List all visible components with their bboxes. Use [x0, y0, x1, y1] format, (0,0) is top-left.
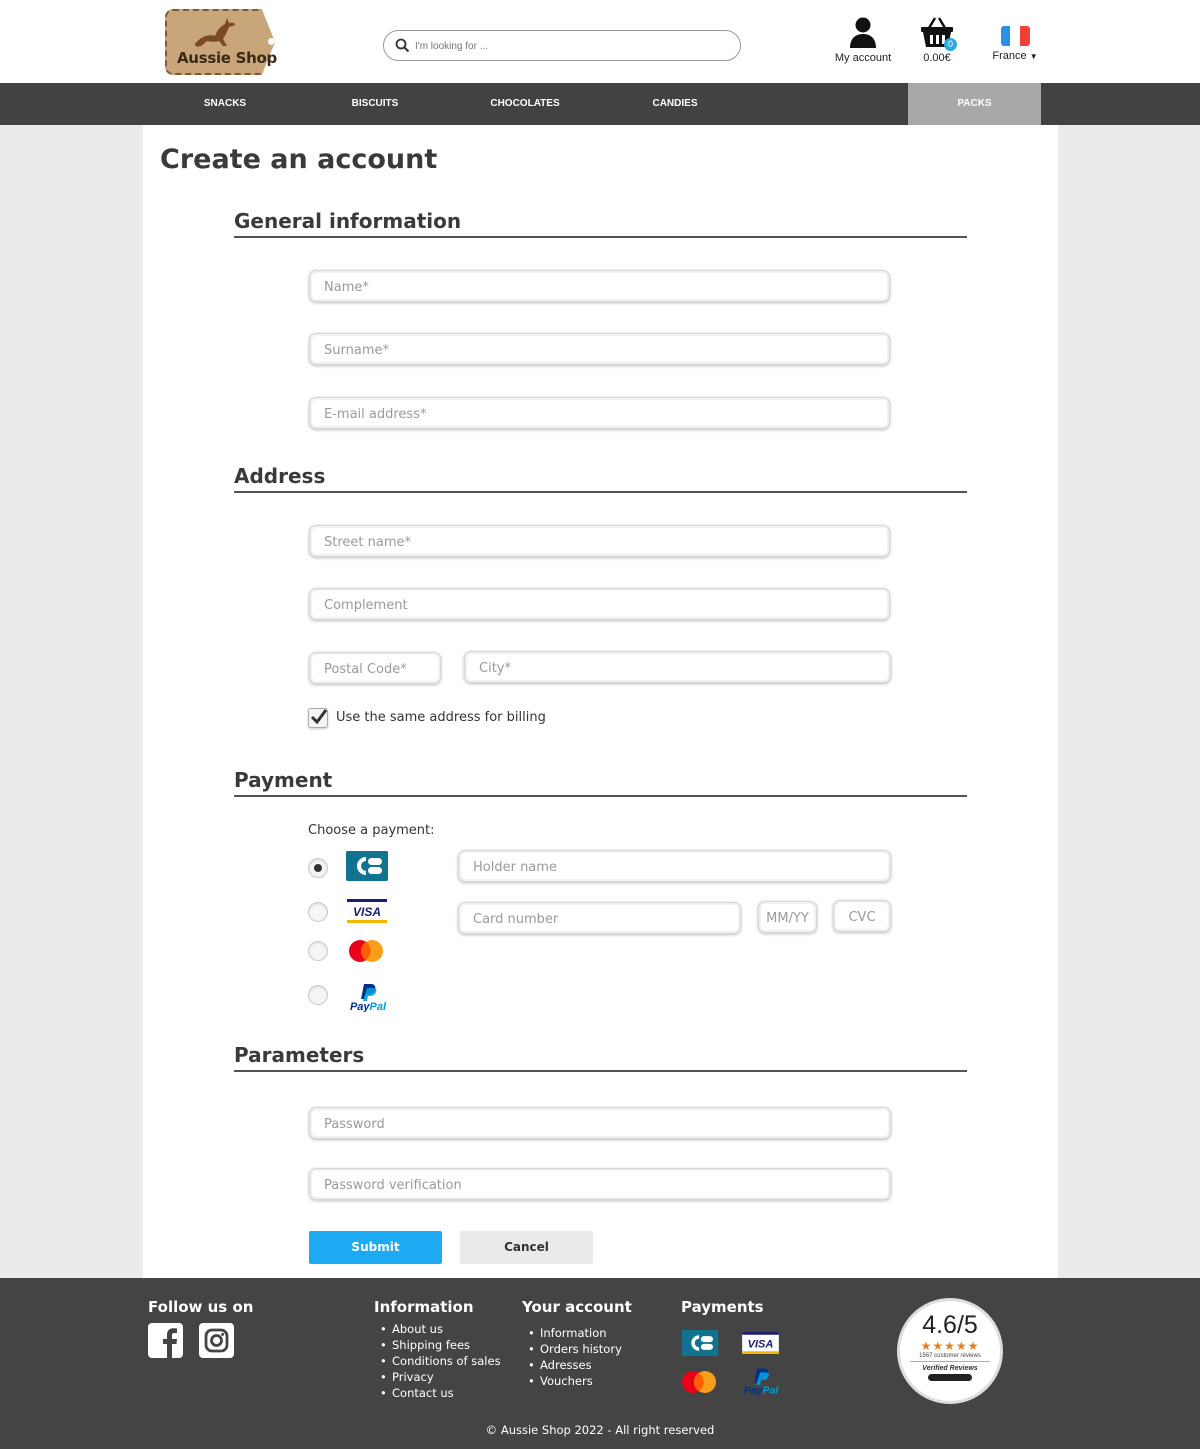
nav-item-candies[interactable]: CANDIES — [652, 98, 698, 109]
footer-cb-icon — [681, 1330, 719, 1356]
section-divider — [234, 236, 967, 238]
site-footer — [0, 1278, 1200, 1449]
logo-tag-hole — [268, 38, 275, 45]
checkmark-icon — [309, 707, 329, 727]
svg-text:VISA: VISA — [352, 905, 382, 919]
instagram-icon[interactable] — [199, 1323, 234, 1358]
holder-name-input[interactable] — [473, 857, 880, 877]
rating-count: 1567 customer reviews — [910, 1353, 990, 1362]
nav-item-chocolates[interactable]: CHOCOLATES — [490, 98, 560, 109]
footer-follow-title: Follow us on — [148, 1298, 254, 1316]
radio-paypal[interactable] — [308, 985, 328, 1005]
submit-button[interactable]: Submit — [309, 1231, 442, 1264]
search-bar[interactable] — [383, 30, 741, 61]
name-field-wrapper — [309, 270, 890, 302]
surname-field-wrapper — [309, 333, 890, 365]
caret-down-icon: ▼ — [1029, 52, 1038, 61]
footer-information-list — [380, 1321, 501, 1401]
email-field-wrapper — [309, 397, 890, 429]
main-nav — [0, 83, 1200, 125]
radio-selected-dot — [314, 864, 322, 872]
postal-code-input[interactable] — [324, 659, 430, 679]
radio-mastercard[interactable] — [308, 941, 328, 961]
radio-cb[interactable] — [308, 858, 328, 878]
aussie-shop-logo[interactable] — [165, 9, 287, 77]
footer-account-title: Your account — [522, 1298, 632, 1316]
footer-link-contact[interactable]: • Contact us — [380, 1385, 501, 1401]
customer-rating-badge[interactable] — [897, 1298, 1003, 1404]
section-title-parameters: Parameters — [234, 1043, 365, 1067]
complement-input[interactable] — [324, 595, 879, 615]
choose-payment-label: Choose a payment: — [308, 823, 435, 838]
section-divider — [234, 1070, 967, 1072]
rating-stars-icon: ★★★★★ — [920, 1339, 980, 1353]
password-input[interactable] — [324, 1114, 880, 1134]
footer-link-vouchers[interactable]: • Vouchers — [528, 1373, 622, 1389]
mastercard-icon — [348, 939, 384, 963]
svg-text:PayPal: PayPal — [349, 1001, 387, 1012]
footer-link-orders[interactable]: • Orders history — [528, 1341, 622, 1357]
password-verify-field-wrapper — [309, 1168, 891, 1200]
my-account-label: My account — [834, 52, 892, 64]
card-number-field-wrapper — [458, 902, 741, 934]
same-billing-label: Use the same address for billing — [336, 710, 546, 725]
footer-information-title: Information — [374, 1298, 474, 1316]
holder-name-field-wrapper — [458, 850, 891, 882]
street-input[interactable] — [324, 532, 879, 552]
search-input[interactable] — [415, 37, 715, 55]
email-input[interactable] — [324, 404, 879, 424]
country-selector[interactable] — [988, 26, 1042, 62]
country-label: France — [992, 50, 1027, 62]
radio-visa[interactable] — [308, 902, 328, 922]
nav-item-packs[interactable]: PACKS — [908, 83, 1041, 125]
surname-input[interactable] — [324, 340, 879, 360]
footer-link-conditions[interactable]: • Conditions of sales — [380, 1353, 501, 1369]
svg-text:PayPal: PayPal — [743, 1384, 779, 1396]
password-verify-input[interactable] — [324, 1175, 880, 1195]
section-divider — [234, 491, 967, 493]
street-field-wrapper — [309, 525, 890, 557]
footer-link-privacy[interactable]: • Privacy — [380, 1369, 501, 1385]
city-field-wrapper — [464, 651, 891, 683]
visa-card-icon — [347, 899, 387, 923]
account-form-panel — [143, 125, 1058, 1278]
card-number-input[interactable] — [473, 909, 730, 929]
cvc-input[interactable] — [838, 907, 886, 927]
kangaroo-icon — [187, 14, 247, 50]
my-account-link[interactable] — [832, 16, 894, 64]
footer-link-about[interactable]: • About us — [380, 1321, 501, 1337]
cvc-field-wrapper — [833, 900, 891, 932]
user-icon — [848, 16, 878, 48]
logo-text: Aussie Shop — [177, 49, 277, 67]
expiry-input[interactable] — [763, 908, 812, 928]
footer-visa-icon — [742, 1332, 779, 1354]
nav-item-biscuits[interactable]: BISCUITS — [351, 98, 399, 109]
search-icon — [395, 38, 410, 53]
same-billing-checkbox[interactable] — [308, 708, 328, 728]
city-input[interactable] — [479, 658, 880, 678]
section-title-address: Address — [234, 464, 326, 488]
section-divider — [234, 795, 967, 797]
site-header — [0, 0, 1200, 83]
svg-text:VISA: VISA — [747, 1338, 774, 1351]
password-field-wrapper — [309, 1107, 891, 1139]
footer-link-adresses[interactable]: • Adresses — [528, 1357, 622, 1373]
cart-count-badge: 0 — [944, 38, 957, 51]
footer-link-shipping[interactable]: • Shipping fees — [380, 1337, 501, 1353]
rating-badge-pill — [928, 1374, 972, 1381]
cart-link[interactable] — [910, 16, 964, 64]
footer-payments-title: Payments — [681, 1298, 764, 1316]
facebook-icon[interactable] — [148, 1323, 183, 1358]
name-input[interactable] — [324, 277, 879, 297]
footer-link-information[interactable]: • Information — [528, 1325, 622, 1341]
rating-score: 4.6/5 — [922, 1311, 978, 1339]
copyright: © Aussie Shop 2022 - All right reserved — [485, 1423, 715, 1437]
page-title: Create an account — [160, 144, 438, 175]
complement-field-wrapper — [309, 588, 890, 620]
section-title-general: General information — [234, 209, 462, 233]
rating-brand: Verified Reviews — [922, 1365, 978, 1372]
nav-item-snacks[interactable]: SNACKS — [203, 98, 247, 109]
expiry-field-wrapper — [758, 901, 817, 933]
france-flag-icon — [1001, 26, 1030, 46]
cancel-button[interactable]: Cancel — [460, 1231, 593, 1264]
footer-account-list — [528, 1325, 622, 1389]
paypal-icon — [344, 982, 392, 1012]
cb-card-icon — [346, 851, 388, 881]
footer-mastercard-icon — [681, 1370, 717, 1394]
cart-total: 0.00€ — [923, 52, 951, 64]
section-title-payment: Payment — [234, 768, 333, 792]
footer-paypal-icon — [738, 1366, 784, 1396]
postal-code-field-wrapper — [309, 652, 441, 684]
